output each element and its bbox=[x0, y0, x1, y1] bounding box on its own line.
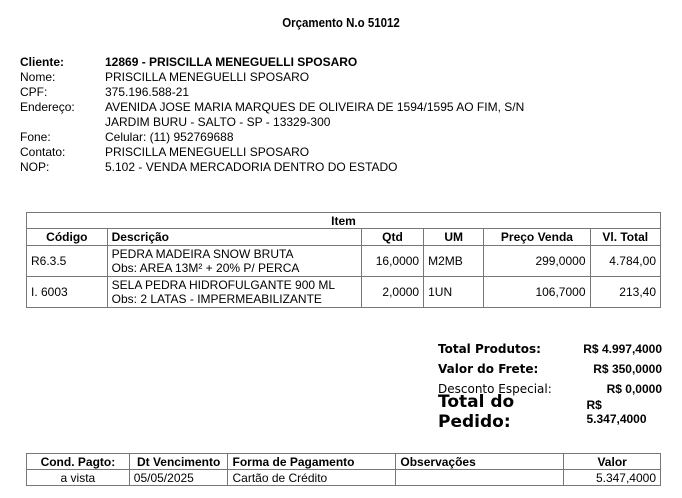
customer-row-endereco bbox=[20, 100, 524, 115]
total-pedido-label: Total do Pedido: bbox=[438, 392, 515, 432]
col-valor: Valor bbox=[564, 454, 661, 470]
cell-codigo: I. 6003 bbox=[27, 277, 108, 308]
col-observacoes: Observações bbox=[396, 454, 564, 470]
col-cond-pagto: Cond. Pagto: bbox=[27, 454, 130, 470]
customer-row-endereco-2 bbox=[20, 115, 524, 130]
cell-total: 4.784,00 bbox=[590, 246, 660, 277]
cell-preco: 299,0000 bbox=[484, 246, 590, 277]
cell-preco: 106,7000 bbox=[484, 277, 590, 308]
field-label: NOP: bbox=[20, 160, 50, 174]
field-label: Endereço: bbox=[20, 100, 75, 114]
items-section-header bbox=[27, 213, 661, 229]
customer-row-nop bbox=[20, 160, 524, 175]
field-value: 5.102 - VENDA MERCADORIA DENTRO DO ESTADO bbox=[105, 160, 398, 174]
customer-row-nome bbox=[20, 70, 524, 85]
col-vl-total: Vl. Total bbox=[590, 229, 660, 246]
field-label bbox=[20, 115, 105, 130]
field-value: Celular: (11) 952769688 bbox=[105, 130, 234, 144]
item-obs: Obs: AREA 13M² + 20% P/ PERCA bbox=[111, 261, 300, 275]
field-label: CPF: bbox=[20, 85, 48, 99]
field-value: JARDIM BURU - SALTO - SP - 13329-300 bbox=[105, 115, 331, 129]
document-title: Orçamento N.o 51012 bbox=[282, 16, 400, 30]
customer-row-cpf bbox=[20, 85, 524, 100]
items-column-headers bbox=[27, 229, 661, 246]
field-label: Cliente: bbox=[20, 55, 65, 69]
total-pedido-value: R$ 5.347,4000 bbox=[586, 398, 647, 426]
field-label: Contato: bbox=[20, 145, 66, 159]
table-row bbox=[27, 246, 661, 277]
cell-um: 1UN bbox=[424, 277, 484, 308]
col-um: UM bbox=[424, 229, 484, 246]
item-obs: Obs: 2 LATAS - IMPERMEABILIZANTE bbox=[111, 292, 322, 306]
col-preco-venda: Preço Venda bbox=[484, 229, 590, 246]
cell-valor: 5.347,4000 bbox=[564, 470, 661, 486]
cell-descricao bbox=[107, 246, 361, 277]
cell-observacoes bbox=[396, 470, 564, 486]
cell-total: 213,40 bbox=[590, 277, 660, 308]
cell-forma: Cartão de Crédito bbox=[228, 470, 396, 486]
table-row bbox=[27, 277, 661, 308]
payment-column-headers bbox=[27, 454, 661, 470]
customer-row-contato bbox=[20, 145, 524, 160]
field-label: Nome: bbox=[20, 70, 56, 84]
table-row bbox=[27, 470, 661, 486]
cell-vencimento: 05/05/2025 bbox=[129, 470, 228, 486]
total-produtos-value: R$ 4.997,4000 bbox=[583, 342, 662, 356]
field-value: PRISCILLA MENEGUELLI SPOSARO bbox=[105, 145, 310, 159]
payment-table bbox=[26, 453, 661, 486]
col-codigo: Código bbox=[27, 229, 108, 246]
total-produtos bbox=[438, 339, 662, 359]
totals-block bbox=[438, 339, 662, 432]
cell-cond-pagto: a vista bbox=[27, 470, 130, 486]
valor-frete bbox=[438, 359, 662, 379]
customer-info bbox=[20, 55, 524, 175]
total-pedido bbox=[438, 392, 662, 432]
customer-row-fone bbox=[20, 130, 524, 145]
items-section-title: Item bbox=[27, 213, 661, 229]
cell-um: M2MB bbox=[424, 246, 484, 277]
item-description: SELA PEDRA HIDROFULGANTE 900 ML bbox=[111, 278, 336, 292]
desconto-label: Desconto Especial: bbox=[438, 382, 552, 396]
col-forma-pagamento: Forma de Pagamento bbox=[228, 454, 396, 470]
field-value: PRISCILLA MENEGUELLI SPOSARO bbox=[105, 70, 310, 84]
field-value: 375.196.588-21 bbox=[105, 85, 190, 99]
cell-descricao bbox=[107, 277, 361, 308]
cell-qtd: 2,0000 bbox=[361, 277, 423, 308]
valor-frete-label: Valor do Frete: bbox=[438, 362, 539, 376]
cell-qtd: 16,0000 bbox=[361, 246, 423, 277]
cell-codigo: R6.3.5 bbox=[27, 246, 108, 277]
col-descricao: Descrição bbox=[107, 229, 361, 246]
col-qtd: Qtd bbox=[361, 229, 423, 246]
customer-row-cliente bbox=[20, 55, 524, 70]
field-value: AVENIDA JOSE MARIA MARQUES DE OLIVEIRA DE 1594/1595 AO FIM, S/N bbox=[105, 100, 525, 114]
field-label: Fone: bbox=[20, 130, 51, 144]
col-dt-vencimento: Dt Vencimento bbox=[129, 454, 228, 470]
valor-frete-value: R$ 350,0000 bbox=[593, 362, 662, 376]
field-value: 12869 - PRISCILLA MENEGUELLI SPOSARO bbox=[105, 55, 358, 69]
item-description: PEDRA MADEIRA SNOW BRUTA bbox=[111, 247, 294, 261]
total-produtos-label: Total Produtos: bbox=[438, 342, 541, 356]
items-table bbox=[26, 212, 661, 308]
desconto-value: R$ 0,0000 bbox=[606, 382, 662, 396]
